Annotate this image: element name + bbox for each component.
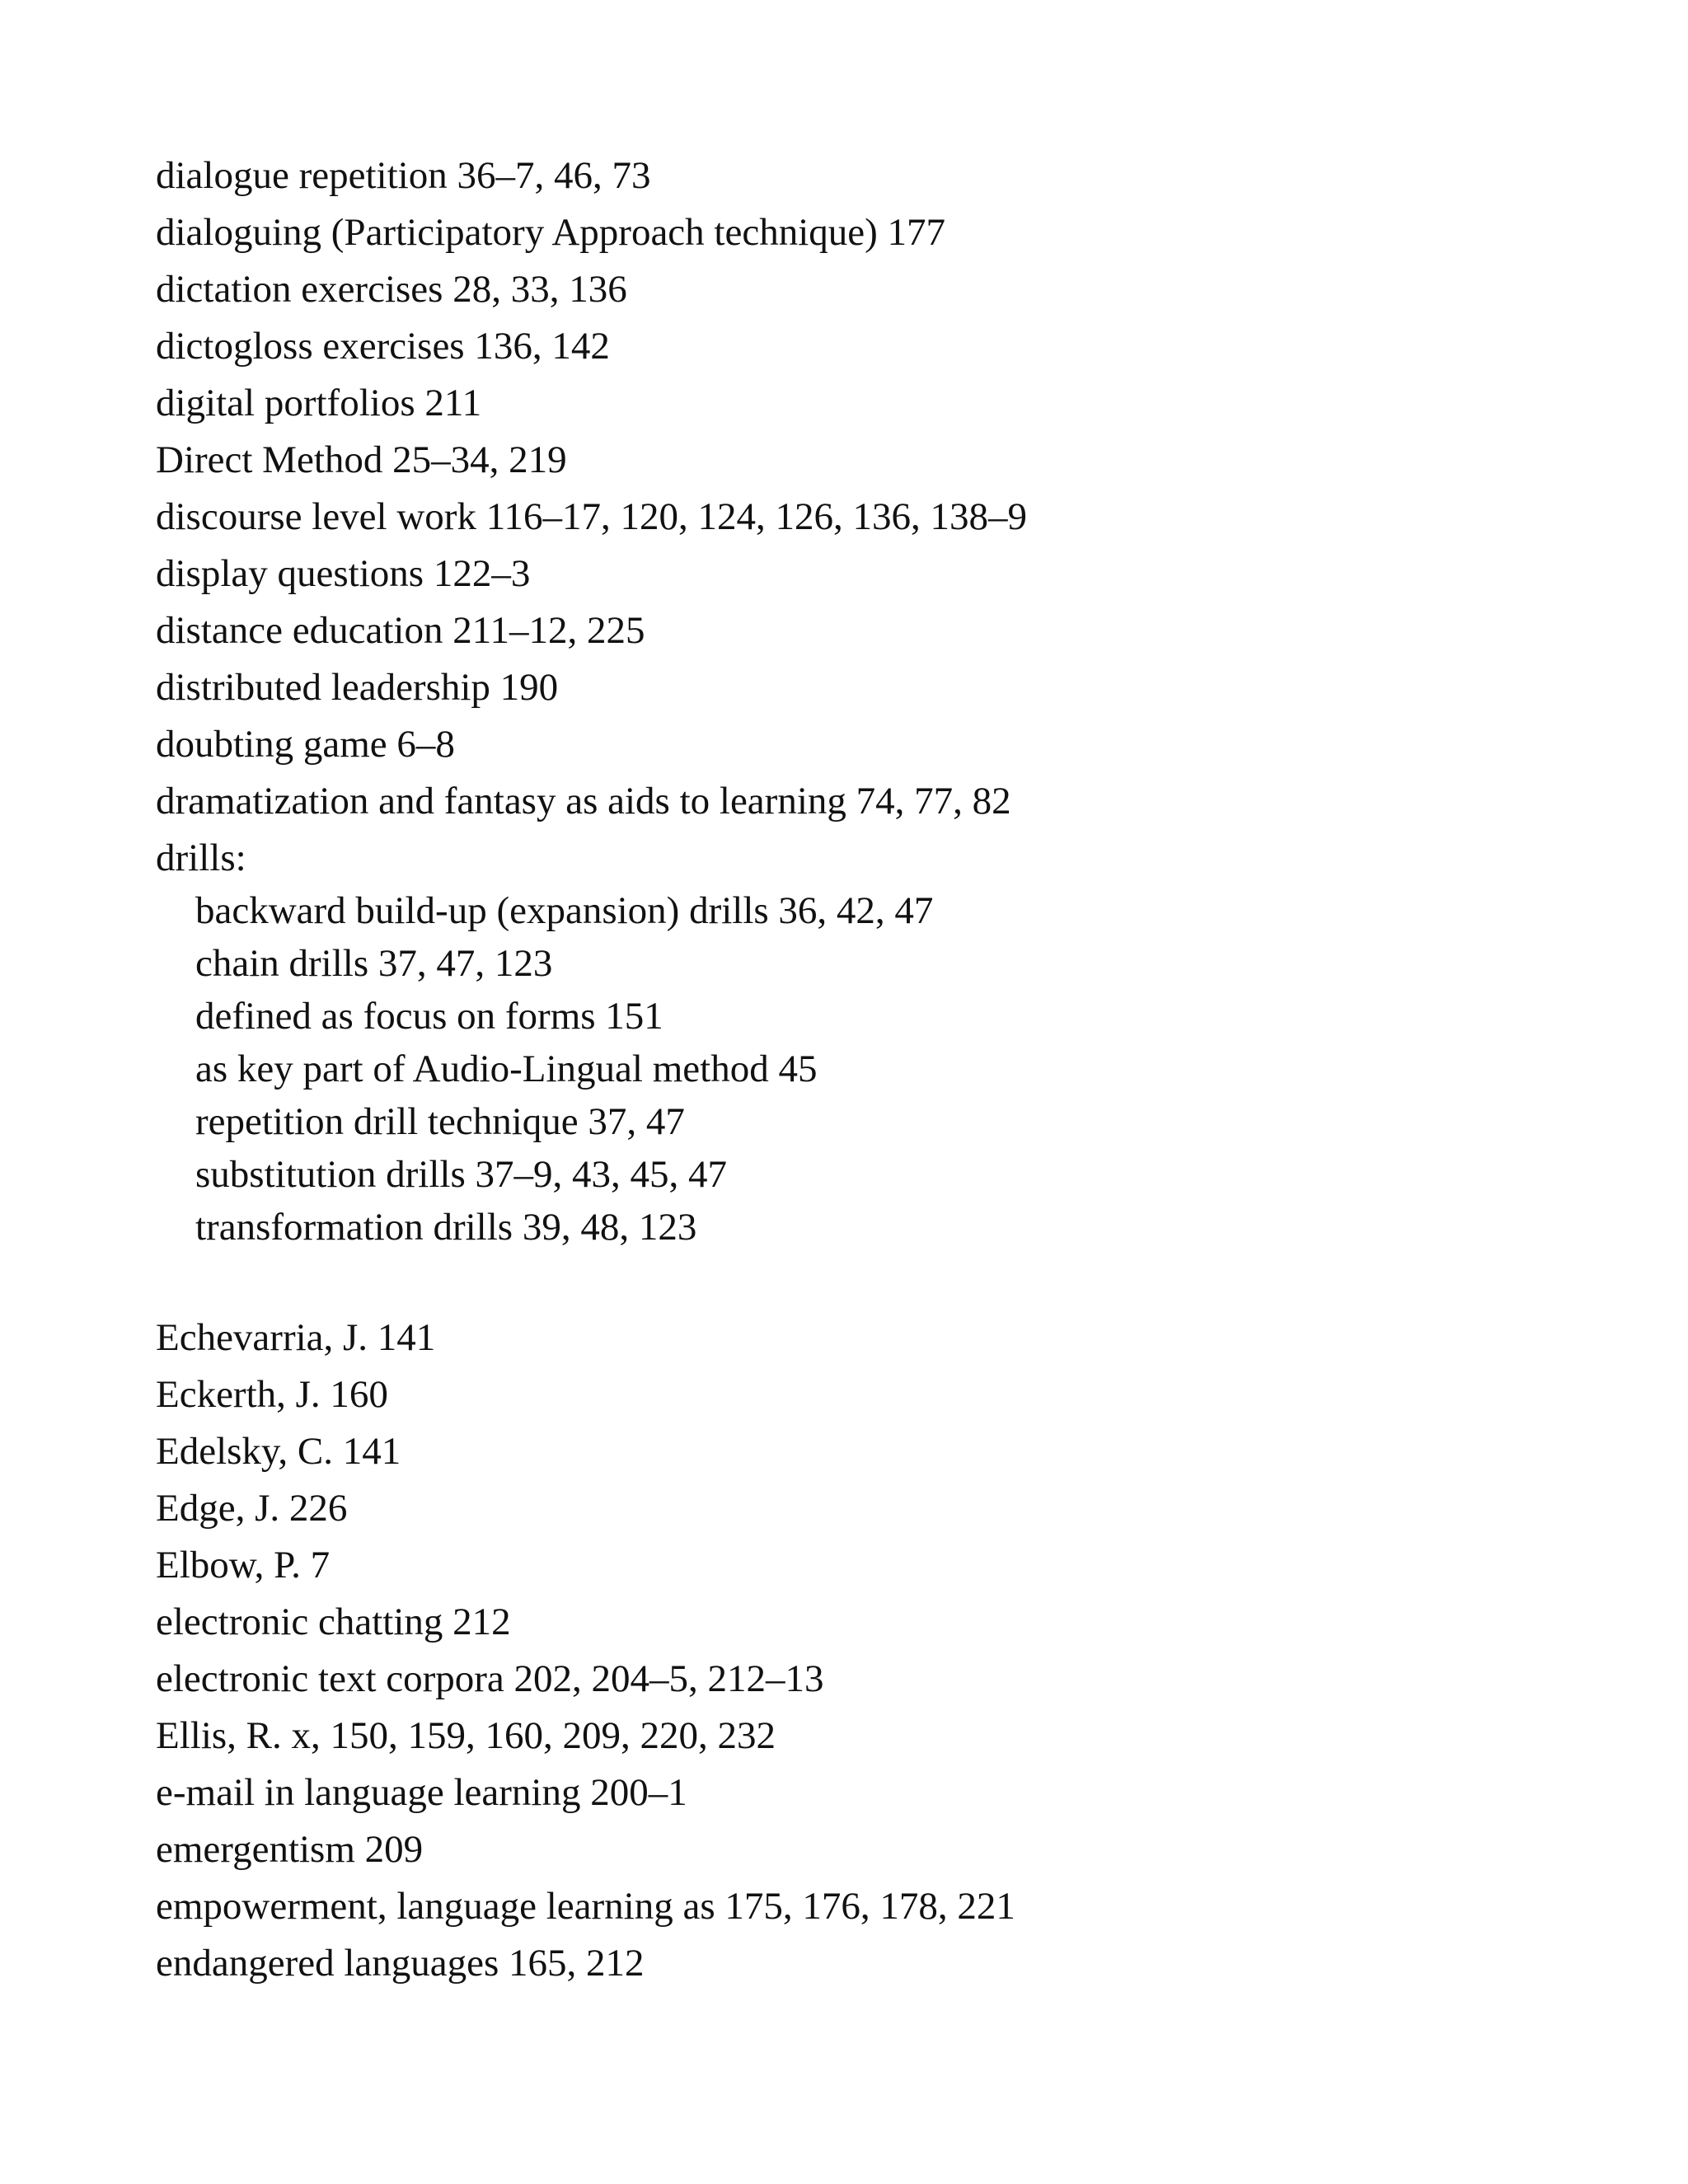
index-entry: discourse level work 116–17, 120, 124, 126, 136, 138–9 <box>156 495 1027 538</box>
index-subentry: substitution drills 37–9, 43, 45, 47 <box>195 1153 727 1196</box>
index-subentry: defined as focus on forms 151 <box>195 995 663 1038</box>
index-entry: Edge, J. 226 <box>156 1487 348 1530</box>
index-entry: Direct Method 25–34, 219 <box>156 438 567 481</box>
index-entry: dialogue repetition 36–7, 46, 73 <box>156 154 651 197</box>
index-entry: doubting game 6–8 <box>156 723 455 766</box>
index-entry: dramatization and fantasy as aids to learning 74, 77, 82 <box>156 780 1011 823</box>
index-entry: dictogloss exercises 136, 142 <box>156 325 610 368</box>
index-entry: electronic chatting 212 <box>156 1601 511 1643</box>
index-subentry: chain drills 37, 47, 123 <box>195 942 553 985</box>
index-entry: empowerment, language learning as 175, 176, 178, 221 <box>156 1885 1015 1928</box>
index-subentry: repetition drill technique 37, 47 <box>195 1100 685 1143</box>
index-entry: Echevarria, J. 141 <box>156 1316 436 1359</box>
index-entry: Eckerth, J. 160 <box>156 1373 388 1416</box>
index-entry: endangered languages 165, 212 <box>156 1942 645 1985</box>
index-subentry: backward build-up (expansion) drills 36, 42, 47 <box>195 889 934 932</box>
index-entry: dialoguing (Participatory Approach technique) 177 <box>156 211 946 254</box>
index-subentry: transformation drills 39, 48, 123 <box>195 1206 697 1249</box>
index-entry: Elbow, P. 7 <box>156 1544 331 1586</box>
index-entry: Edelsky, C. 141 <box>156 1430 401 1473</box>
index-entry: digital portfolios 211 <box>156 382 482 424</box>
index-entry: e-mail in language learning 200–1 <box>156 1771 687 1814</box>
index-entry: electronic text corpora 202, 204–5, 212–13 <box>156 1657 824 1700</box>
index-subentry: as key part of Audio-Lingual method 45 <box>195 1047 818 1090</box>
index-entry: dictation exercises 28, 33, 136 <box>156 268 627 311</box>
index-entry: distance education 211–12, 225 <box>156 609 645 652</box>
index-entry: distributed leadership 190 <box>156 666 559 709</box>
index-entry-drills: drills: <box>156 837 246 879</box>
index-entry: emergentism 209 <box>156 1828 424 1871</box>
index-entry: Ellis, R. x, 150, 159, 160, 209, 220, 232 <box>156 1714 776 1757</box>
index-entry: display questions 122–3 <box>156 552 531 595</box>
